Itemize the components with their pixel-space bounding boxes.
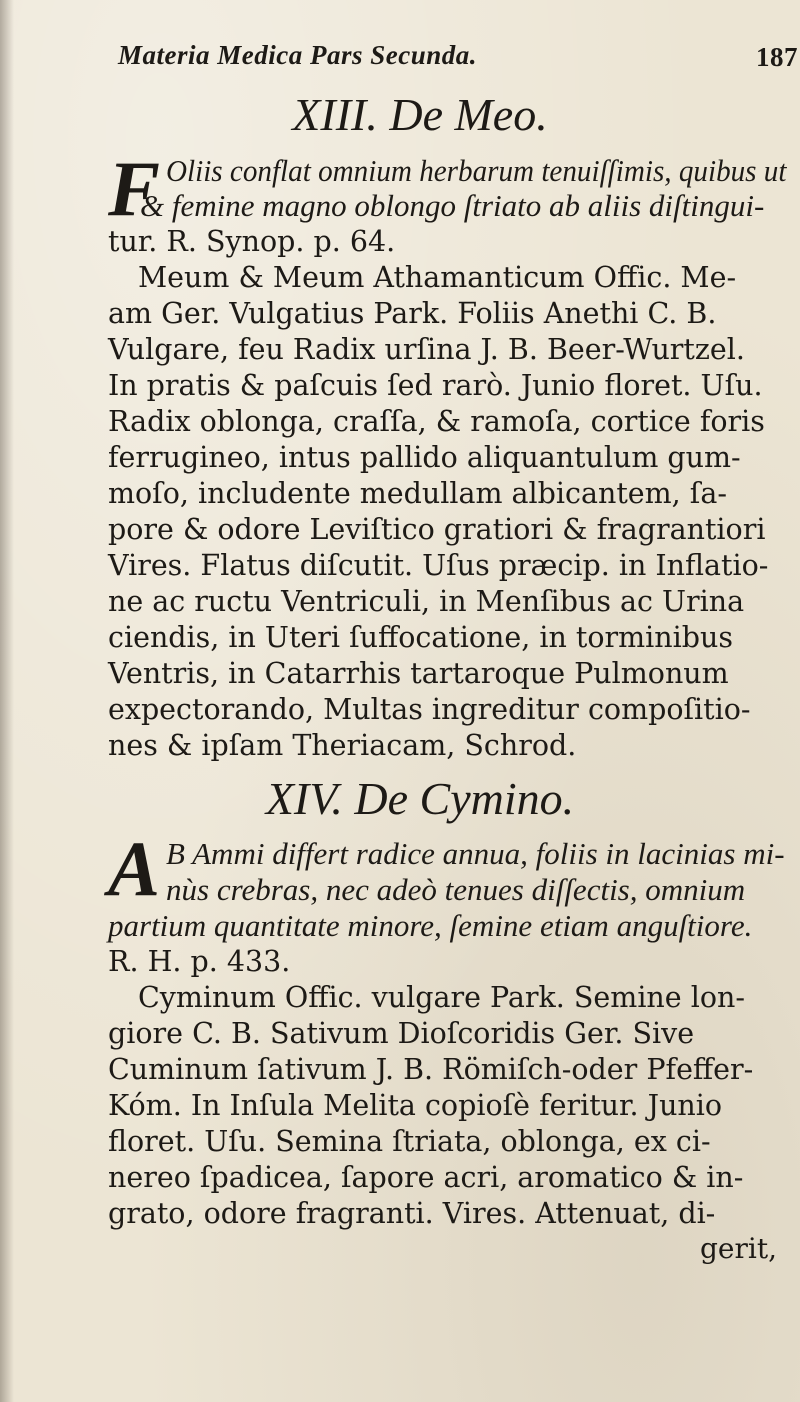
text-line: tur. R. Synop. p. 64. [108,225,396,258]
text-line: nùs crebras, nec adeò tenues diſſectis, omnium [166,872,746,907]
text-line: R. H. p. 433. [108,945,291,978]
text-line: Meum & Meum Athamanticum Offic. Me- [138,261,737,294]
text-line: & femine magno oblongo ſtriato ab aliis diſtingui- [140,188,765,223]
section-title: De Meo. [389,89,548,140]
text-line: Cuminum ſativum J. B. Römiſch-oder Pfeffer- [108,1053,754,1086]
text-line: grato, odore fragranti. Vires. Attenuat, di- [108,1197,716,1230]
section-title: De Cymino. [354,773,575,824]
catchword: gerit, [700,1232,777,1265]
text-line: Kóm. In Inſula Melita copioſè feritur. Junio [108,1089,723,1122]
section-number: XIV. [265,773,343,824]
section-heading-xiv [80,772,760,825]
page-number: 187 [756,42,798,72]
text-line: ciendis, in Uteri ſuffocatione, in torminibus [108,621,733,654]
drop-cap-a: A [108,825,161,912]
text-line: Vires. Flatus diſcutit. Uſus præcip. in Inflatio- [108,549,769,582]
text-line: ferrugineo, intus pallido aliquantulum gum- [108,441,741,474]
page-gutter-shadow [0,0,14,1402]
text-line: B Ammi differt radice annua, foliis in lacinias mi- [166,836,785,871]
text-line: Radix oblonga, craſſa, & ramoſa, cortice foris [108,405,765,438]
text-line: Vulgare, feu Radix urſina J. B. Beer-Wurtzel. [108,333,745,366]
text-line: nes & ipſam Theriacam, Schrod. [108,729,577,762]
text-line: ne ac ructu Ventriculi, in Menſibus ac Urina [108,585,745,618]
running-head [118,40,798,71]
section-number: XIII. [292,89,378,140]
text-line: moſo, includente medullam albicantem, ſa- [108,477,727,510]
text-line: am Ger. Vulgatius Park. Foliis Anethi C. B. [108,297,717,330]
text-line: floret. Uſu. Semina ſtriata, oblonga, ex ci- [108,1125,711,1158]
text-line: expectorando, Multas ingreditur compoſitio- [108,693,751,726]
text-line: In pratis & paſcuis ſed rarò. Junio floret. Uſu. [108,369,763,402]
text-line: partium quantitate minore, ſemine etiam anguſtiore. [108,908,753,943]
running-head-title: Materia Medica Pars Secunda. [118,40,478,70]
text-line: pore & odore Leviſtico gratiori & fragrantiori [108,513,766,546]
text-line: Cyminum Offic. vulgare Park. Semine lon- [138,981,745,1014]
text-line: nereo ſpadicea, ſapore acri, aromatico & in- [108,1161,744,1194]
drop-cap-f: F [108,145,161,232]
text-line: giore C. B. Sativum Dioſcoridis Ger. Sive [108,1017,695,1050]
section-heading-xiii [80,88,760,141]
text-line: Ventris, in Catarrhis tartaroque Pulmonum [108,657,729,690]
text-line: Oliis conflat omnium herbarum tenuiſſimis, quibus ut [166,153,787,188]
